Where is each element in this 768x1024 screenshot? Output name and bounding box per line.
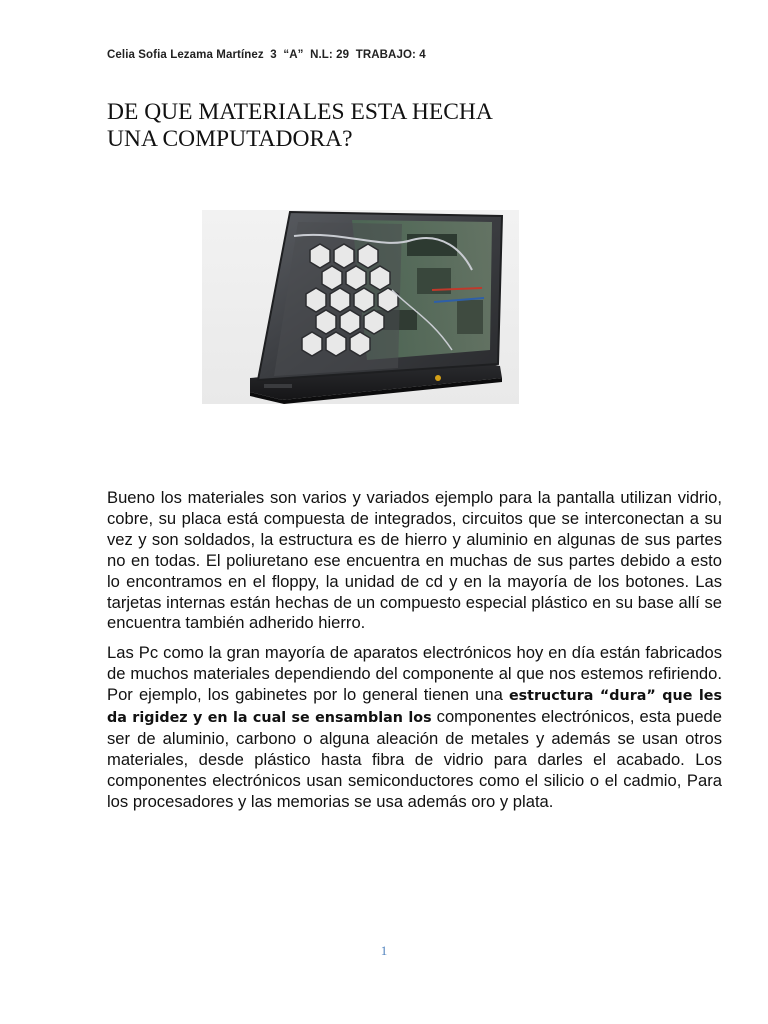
paragraph-2-part-2: componentes electrónicos, esta puede ser de aluminio, carbono o alguna aleación de metales y además se usan otros materiales, desde plástico hasta fibra de vidrio para darles el acabado. Los componentes electrónicos usan semiconductores como el silicio o el cadmio, Para los procesadores y las memorias se usa además oro y plata. (107, 707, 723, 811)
paragraph-2-bold-phrase: estructura “dura” que les da rigidez y en la cual se ensamblan los (107, 688, 722, 727)
laptop-image (202, 210, 519, 404)
paragraph-2 (107, 643, 722, 812)
title-line-2: UNA COMPUTADORA? (107, 126, 353, 152)
paragraph-1: Bueno los materiales son varios y variados ejemplo para la pantalla utilizan vidrio, cobre, su placa está compuesta de integrados, circuitos que se interconectan a su vez y son soldados, la estructura es de hierro y aluminio en algunas de sus partes no en todas. El poliuretano ese encuentra en muchas de sus partes debido a esto lo encontramos en el floppy, la unidad de cd y en la mayoría de los botones. Las tarjetas internas están hechas de un compuesto especial plástico en su base allí se encuentra también adherido hierro. (107, 488, 722, 633)
page-number: 1 (380, 943, 388, 958)
body-text (107, 488, 722, 822)
paragraph-2-part-1: Las Pc como la gran mayoría de aparatos electrónicos hoy en día están fabricados de muchos materiales dependiendo del componente al que nos estemos refiriendo. Por ejemplo, los gabinetes por lo general tienen una (107, 643, 722, 705)
document-title (107, 99, 493, 153)
author-header: Celia Sofia Lezama Martínez 3 “A” N.L: 29 TRABAJO: 4 (107, 49, 426, 61)
title-line-1: DE QUE MATERIALES ESTA HECHA (107, 99, 493, 125)
